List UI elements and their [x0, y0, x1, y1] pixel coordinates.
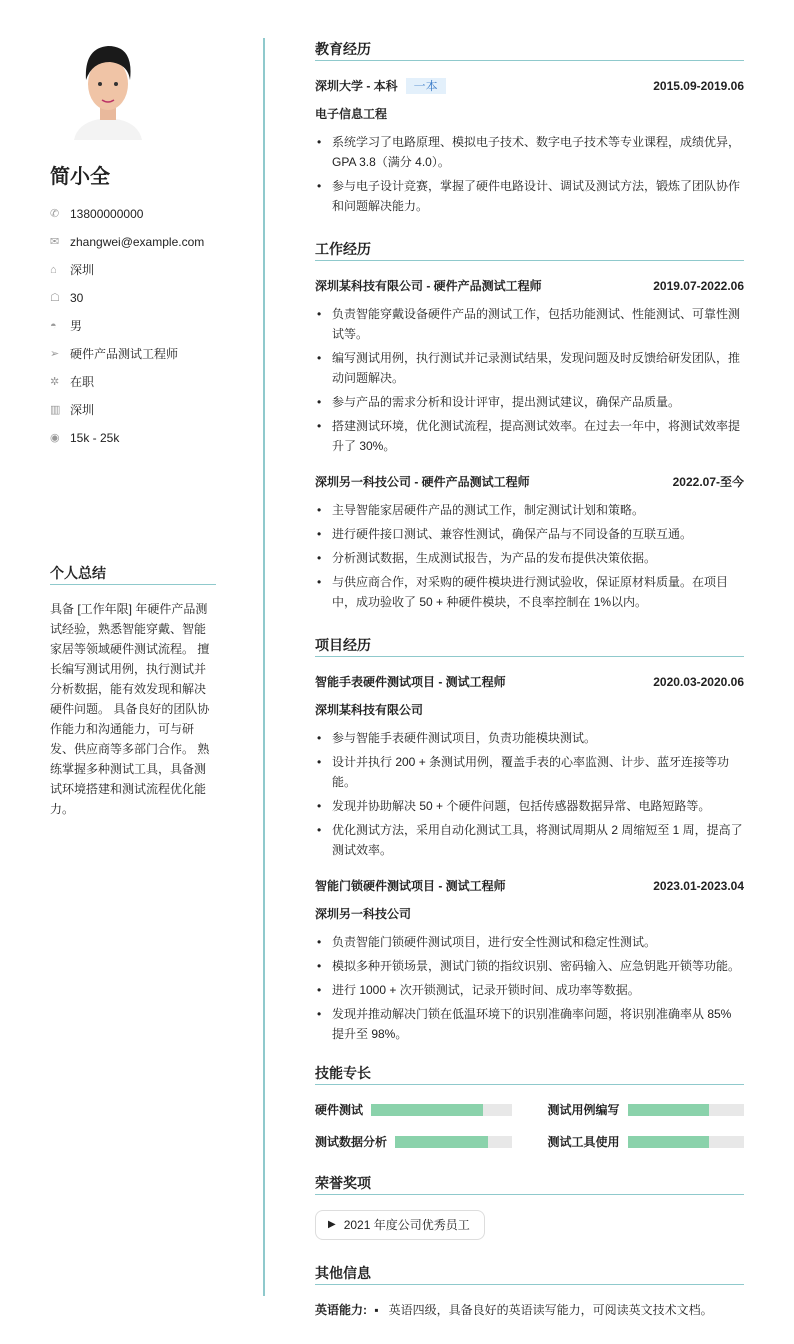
other-title: 其他信息 [315, 1264, 744, 1285]
skill-bar-fill [395, 1136, 488, 1148]
contact-text: 男 [70, 319, 83, 333]
major: 电子信息工程 [315, 107, 388, 121]
salary-icon: ◉ [50, 432, 60, 444]
work-section [315, 240, 744, 612]
entry-date: 2019.07-2022.06 [653, 279, 744, 293]
entry-header [315, 672, 744, 692]
summary-text: 具备 [工作年限] 年硬件产品测试经验，熟悉智能穿戴、智能家居等领域硬件测试流程。 擅长编写测试用例，执行测试并分析数据，能有效发现和解决硬件问题。 具备良好的团队协作能力和沟通能力，可与研发、供应商等多部门合作。 熟练掌握多种测试工具，具备测试环境搭建和测试流程优化能力。 [50, 602, 210, 816]
projects-title: 项目经历 [315, 636, 744, 657]
entry-bullets [315, 500, 744, 612]
entry-title: 智能门锁硬件测试项目 - 测试工程师 [315, 879, 506, 893]
skill-name: 测试数据分析 [315, 1135, 388, 1149]
list-item: • 负责智能门锁硬件测试项目，进行安全性测试和稳定性测试。 [315, 932, 744, 952]
contact-item [50, 312, 216, 340]
contact-text: 15k - 25k [70, 431, 120, 445]
candidate-name: 简小全 [50, 166, 110, 188]
other-label: 英语能力: [315, 1303, 367, 1317]
entry-company: 深圳另一科技公司 [315, 907, 412, 921]
award-item[interactable] [315, 1210, 485, 1240]
school: 深圳大学 - 本科 [315, 79, 398, 93]
entry-date: 2020.03-2020.06 [653, 675, 744, 689]
list-item: • 负责智能穿戴设备硬件产品的测试工作，包括功能测试、性能测试、可靠性测试等。 [315, 304, 744, 344]
skill-bar [371, 1104, 511, 1116]
other-text: 英语四级，具备良好的英语读写能力，可阅读英文技术文档。 [388, 1303, 713, 1317]
education-header [315, 76, 744, 96]
skills-section [315, 1064, 744, 1152]
contact-item [50, 340, 216, 368]
award-text: 2021 年度公司优秀员工 [343, 1218, 470, 1232]
education-section [315, 40, 744, 216]
list-item: • 参与产品的需求分析和设计评审，提出测试建议，确保产品质量。 [315, 392, 744, 412]
skill-name: 测试工具使用 [547, 1135, 620, 1149]
entry-title: 深圳某科技有限公司 - 硬件产品测试工程师 [315, 279, 542, 293]
honors-title: 荣誉奖项 [315, 1174, 744, 1195]
skill-name: 硬件测试 [315, 1103, 364, 1117]
contact-text: 硬件产品测试工程师 [70, 347, 179, 361]
contact-text: 深圳 [70, 403, 95, 417]
education-bullets [315, 132, 744, 216]
status-icon: ✲ [50, 376, 60, 388]
avatar [70, 40, 146, 140]
projects-entry [315, 876, 744, 1044]
education-title: 教育经历 [315, 40, 744, 61]
entry-title: 智能手表硬件测试项目 - 测试工程师 [315, 675, 506, 689]
skill-item [548, 1100, 745, 1120]
skill-name: 测试用例编写 [547, 1103, 620, 1117]
skill-bar [395, 1136, 511, 1148]
honors-section [315, 1174, 744, 1240]
list-item: • 搭建测试环境，优化测试流程，提高测试效率。在过去一年中，将测试效率提升了 30%。 [315, 416, 744, 456]
summary-title: 个人总结 [50, 564, 216, 585]
list-item: • 进行 1000 + 次开锁测试，记录开锁时间、成功率等数据。 [315, 980, 744, 1000]
projects-section [315, 636, 744, 1044]
cake-icon: ☖ [50, 292, 60, 304]
skill-item [315, 1100, 512, 1120]
contact-text: zhangwei@example.com [70, 235, 205, 249]
entry-bullets [315, 932, 744, 1044]
skills-title: 技能专长 [315, 1064, 744, 1085]
entry-company: 深圳某科技有限公司 [315, 703, 424, 717]
skill-bar [628, 1104, 744, 1116]
work-entry [315, 472, 744, 612]
list-item: • 发现并推动解决门锁在低温环境下的识别准确率问题，将识别准确率从 85% 提升至 98%。 [315, 1004, 744, 1044]
entry-bullets [315, 728, 744, 860]
entry-title: 深圳另一科技公司 - 硬件产品测试工程师 [315, 475, 530, 489]
list-item: • 分析测试数据，生成测试报告，为产品的发布提供决策依据。 [315, 548, 744, 568]
skill-item [548, 1132, 745, 1152]
contact-list [50, 200, 216, 452]
entry-date: 2022.07-至今 [672, 475, 744, 489]
contact-item [50, 424, 216, 452]
list-item: • 编写测试用例，执行测试并记录测试结果，发现问题及时反馈给研发团队，推动问题解决。 [315, 348, 744, 388]
projects-entry [315, 672, 744, 860]
contact-text: 30 [70, 291, 84, 305]
triangle-right-icon: ▶ [328, 1219, 336, 1230]
degree-badge: 一本 [406, 78, 446, 94]
contact-item [50, 256, 216, 284]
contact-text: 13800000000 [70, 207, 144, 221]
home-icon: ⌂ [50, 264, 57, 276]
entry-bullets [315, 304, 744, 456]
list-item: • 进行硬件接口测试、兼容性测试，确保产品与不同设备的互联互通。 [315, 524, 744, 544]
contact-item [50, 368, 216, 396]
mail-icon: ✉ [50, 236, 60, 248]
column-divider [263, 38, 265, 1296]
skill-bar [628, 1136, 744, 1148]
contact-text: 深圳 [70, 263, 95, 277]
summary-section [50, 564, 216, 819]
phone-icon: ✆ [50, 208, 60, 220]
contact-item [50, 200, 216, 228]
contact-item [50, 228, 216, 256]
entry-header [315, 876, 744, 896]
main-content [315, 40, 744, 1344]
list-item: • 参与智能手表硬件测试项目，负责功能模块测试。 [315, 728, 744, 748]
skill-bar-fill [628, 1136, 710, 1148]
skill-bar-fill [371, 1104, 483, 1116]
other-section: 其他信息 英语能力: ▪ 英语四级，具备良好的英语读写能力，可阅读英文技术文档。 [315, 1264, 744, 1320]
contact-item [50, 284, 216, 312]
entry-date: 2023.01-2023.04 [653, 879, 744, 893]
contact-text: 在职 [70, 375, 95, 389]
send-icon: ➢ [50, 348, 60, 360]
sidebar [50, 40, 216, 819]
list-item: • 与供应商合作，对采购的硬件模块进行测试验收，保证原材料质量。在项目中，成功验收了 50 + 种硬件模块，不良率控制在 1%以内。 [315, 572, 744, 612]
list-item: • 主导智能家居硬件产品的测试工作，制定测试计划和策略。 [315, 500, 744, 520]
contact-item [50, 396, 216, 424]
entry-header [315, 472, 744, 492]
building-icon: ▥ [50, 404, 61, 416]
list-item: • 模拟多种开锁场景，测试门锁的指纹识别、密码输入、应急钥匙开锁等功能。 [315, 956, 744, 976]
work-entry [315, 276, 744, 456]
list-item: • 优化测试方法，采用自动化测试工具，将测试周期从 2 周缩短至 1 周，提高了测试效率。 [315, 820, 744, 860]
entry-header [315, 276, 744, 296]
list-item: • 发现并协助解决 50 + 个硬件问题，包括传感器数据异常、电路短路等。 [315, 796, 744, 816]
education-date: 2015.09-2019.06 [653, 79, 744, 93]
work-title: 工作经历 [315, 240, 744, 261]
list-item: • 系统学习了电路原理、模拟电子技术、数字电子技术等专业课程，成绩优异，GPA 3.8（满分 4.0）。 [315, 132, 744, 172]
gender-icon: ◓ [50, 320, 57, 332]
list-item: • 参与电子设计竞赛，掌握了硬件电路设计、调试及测试方法，锻炼了团队协作和问题解决能力。 [315, 176, 744, 216]
list-item: • 设计并执行 200 + 条测试用例，覆盖手表的心率监测、计步、蓝牙连接等功能。 [315, 752, 744, 792]
skill-item [315, 1132, 512, 1152]
skill-bar-fill [628, 1104, 710, 1116]
